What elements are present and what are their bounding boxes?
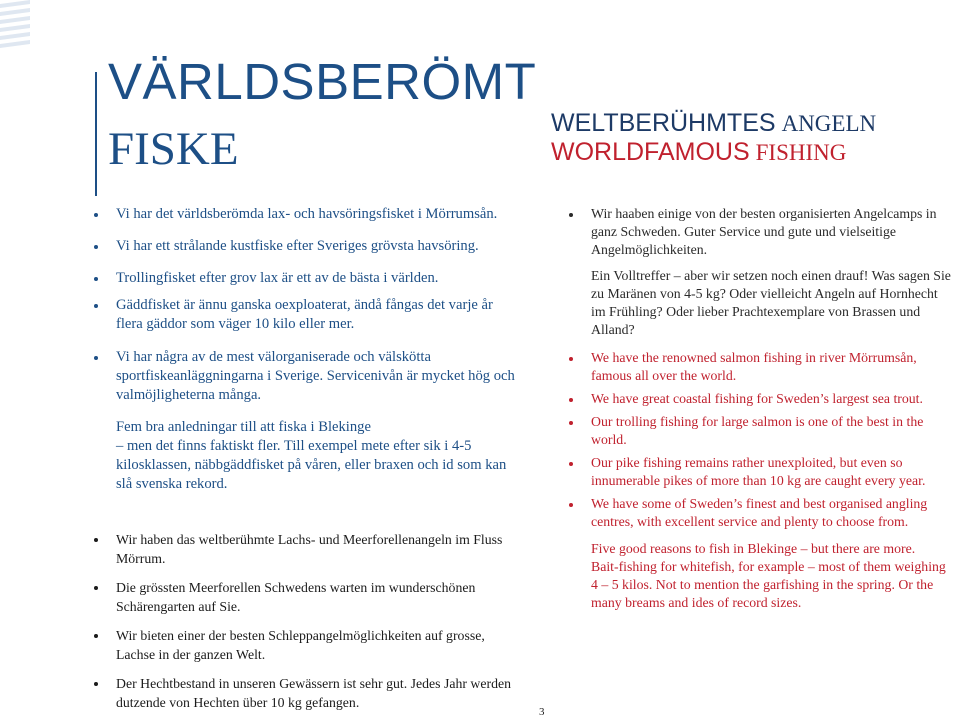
german-left-bullet-list [92,530,522,712]
english-paragraph-line2: Bait-fishing for whitefish, for example – most of them weighing 4 – 5 kilos. Not to mention the garfishing in the spring. Or the many breams and ides of record sizes. [591,559,946,610]
german-right-bullet-list [567,205,952,259]
german-title-serif: ANGELN [781,111,877,136]
list-item: Vi har några av de mest välorganiserade och välskötta sportfiskeanläggningarna i Sverige. Servicenivån är mycket hög och valmöjligheterna många. [92,348,522,405]
list-item: Vi har ett strålande kustfiske efter Sveriges grövsta havsöring. [92,237,522,256]
page-title-line1: VÄRLDSBERÖMT [108,53,537,110]
german-section-left [92,530,522,712]
english-paragraph [567,540,952,612]
page-number: 3 [539,706,545,718]
german-section-right [567,205,952,339]
list-item: Gäddfisket är ännu ganska oexploaterat, ändå fångas det varje år flera gäddor som väger 10 kilo eller mer. [92,296,522,334]
german-paragraph: Ein Volltreffer – aber wir setzen noch einen drauf! Was sagen Sie zu Maränen von 4-5 kg? Oder vielleicht Angeln auf Hornhecht im Frühling? Oder lieber Prachtexemplare von Brassen und Alland? [591,268,951,337]
corner-stripes-decoration [0,0,44,52]
list-item: Die grössten Meerforellen Schwedens warten im wunderschönen Schärengarten auf Sie. [92,578,522,616]
list-item: Wir bieten einer der besten Schleppangelmöglichkeiten auf grosse, Lachse in der ganzen Welt. [92,626,522,664]
list-item: We have great coastal fishing for Sweden’s largest sea trout. [567,390,952,408]
english-section [567,349,952,612]
swedish-bullet-list [92,205,522,405]
swedish-section [92,205,522,494]
english-title [551,140,846,165]
list-item: Wir haaben einige von der besten organisierten Angelcamps in ganz Schweden. Guter Service und gute und vielseitige Angelmöglichkeiten. [567,205,952,259]
swedish-paragraph-line1: Fem bra anledningar till att fiska i Blekinge [116,419,371,435]
swedish-paragraph [92,418,522,494]
list-item: We have the renowned salmon fishing in river Mörrumsån, famous all over the world. [567,349,952,385]
page-title-line2: FISKE [108,123,239,175]
list-item: Wir haben das weltberühmte Lachs- und Meerforellenangeln im Fluss Mörrum. [92,530,522,568]
title-accent-rule [95,72,97,196]
german-title-sans: WELTBERÜHMTES [551,109,776,137]
list-item: Our pike fishing remains rather unexploited, but even so innumerable pikes of more than 10 kg are caught every year. [567,454,952,490]
swedish-paragraph-line2: – men det finns faktiskt fler. Till exempel mete efter sik i 4-5 kilosklassen, näbbgäddfisket på våren, eller braxen och id som kan slå svenska rekord. [116,438,507,492]
list-item: Der Hechtbestand in unseren Gewässern ist sehr gut. Jedes Jahr werden dutzende von Hechten über 10 kg gefangen. [92,674,522,712]
list-item: Vi har det världsberömda lax- och havsöringsfisket i Mörrumsån. [92,205,522,224]
english-bullet-list [567,349,952,531]
english-paragraph-line1: Five good reasons to fish in Blekinge – but there are more. [591,541,916,556]
list-item: We have some of Sweden’s finest and best organised angling centres, with excellent service and plenty to choose from. [567,495,952,531]
english-title-sans: WORLDFAMOUS [551,138,750,166]
german-title [551,111,876,136]
english-title-serif: FISHING [755,140,847,165]
list-item: Trollingfisket efter grov lax är ett av de bästa i världen. [92,269,522,288]
list-item: Our trolling fishing for large salmon is one of the best in the world. [567,413,952,449]
